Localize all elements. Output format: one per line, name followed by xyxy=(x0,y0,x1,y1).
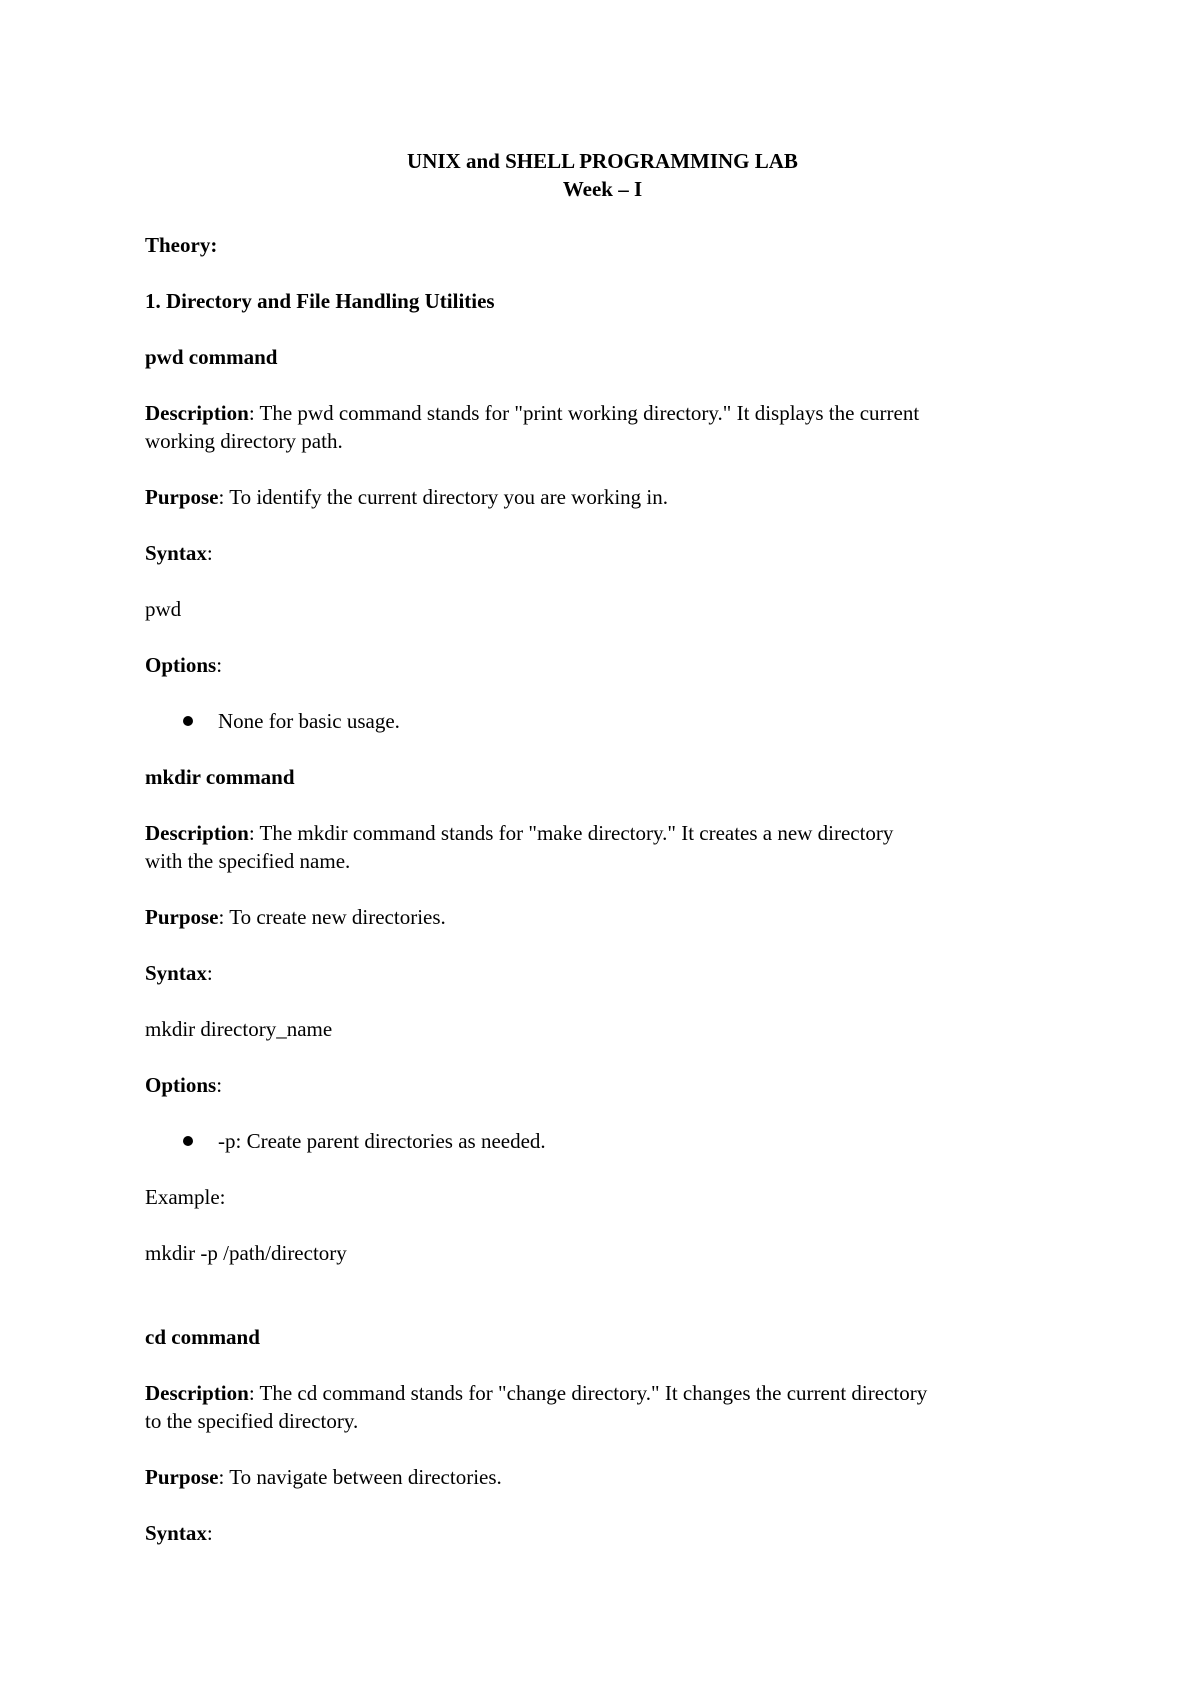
description-label: Description xyxy=(145,401,249,425)
pwd-syntax-code: pwd xyxy=(145,597,182,621)
purpose-text: : To identify the current directory you are working in. xyxy=(218,485,669,509)
pwd-options xyxy=(145,651,222,679)
cd-heading: cd command xyxy=(145,1325,260,1349)
cd-purpose xyxy=(145,1463,502,1491)
cd-description-cont: to the specified directory. xyxy=(145,1409,359,1433)
syntax-colon: : xyxy=(206,541,213,565)
description-text: : The mkdir command stands for "make directory." It creates a new directory xyxy=(248,821,894,845)
syntax-label: Syntax xyxy=(145,541,207,565)
mkdir-example-code: mkdir -p /path/directory xyxy=(145,1241,347,1265)
mkdir-heading: mkdir command xyxy=(145,765,295,789)
pwd-heading: pwd command xyxy=(145,345,278,369)
syntax-label: Syntax xyxy=(145,961,207,985)
purpose-label: Purpose xyxy=(145,485,219,509)
pwd-description-cont: working directory path. xyxy=(145,429,343,453)
mkdir-options xyxy=(145,1071,222,1099)
mkdir-description-cont: with the specified name. xyxy=(145,849,351,873)
pwd-syntax xyxy=(145,539,213,567)
syntax-label: Syntax xyxy=(145,1521,207,1545)
purpose-label: Purpose xyxy=(145,905,219,929)
bullet-icon xyxy=(183,1136,193,1146)
purpose-label: Purpose xyxy=(145,1465,219,1489)
description-label: Description xyxy=(145,1381,249,1405)
list-item: None for basic usage. xyxy=(218,709,400,733)
mkdir-syntax xyxy=(145,959,213,987)
syntax-colon: : xyxy=(206,961,213,985)
options-label: Options xyxy=(145,653,217,677)
mkdir-description xyxy=(145,819,893,847)
options-colon: : xyxy=(216,653,223,677)
list-item: -p: Create parent directories as needed. xyxy=(218,1129,546,1153)
options-label: Options xyxy=(145,1073,217,1097)
purpose-text: : To create new directories. xyxy=(218,905,446,929)
cd-syntax xyxy=(145,1519,213,1547)
mkdir-syntax-code: mkdir directory_name xyxy=(145,1017,333,1041)
mkdir-purpose xyxy=(145,903,446,931)
pwd-purpose xyxy=(145,483,668,511)
mkdir-example-label: Example: xyxy=(145,1185,226,1209)
syntax-colon: : xyxy=(206,1521,213,1545)
purpose-text: : To navigate between directories. xyxy=(218,1465,502,1489)
pwd-description xyxy=(145,399,919,427)
section-heading: 1. Directory and File Handling Utilities xyxy=(145,289,495,313)
description-text: : The pwd command stands for "print working directory." It displays the current xyxy=(248,401,920,425)
week-label: Week – I xyxy=(562,177,643,201)
options-colon: : xyxy=(216,1073,223,1097)
description-label: Description xyxy=(145,821,249,845)
theory-heading: Theory: xyxy=(145,233,218,257)
cd-description xyxy=(145,1379,927,1407)
document-title: UNIX and SHELL PROGRAMMING LAB xyxy=(407,149,798,173)
bullet-icon xyxy=(183,716,193,726)
description-text: : The cd command stands for "change directory." It changes the current directory xyxy=(248,1381,928,1405)
